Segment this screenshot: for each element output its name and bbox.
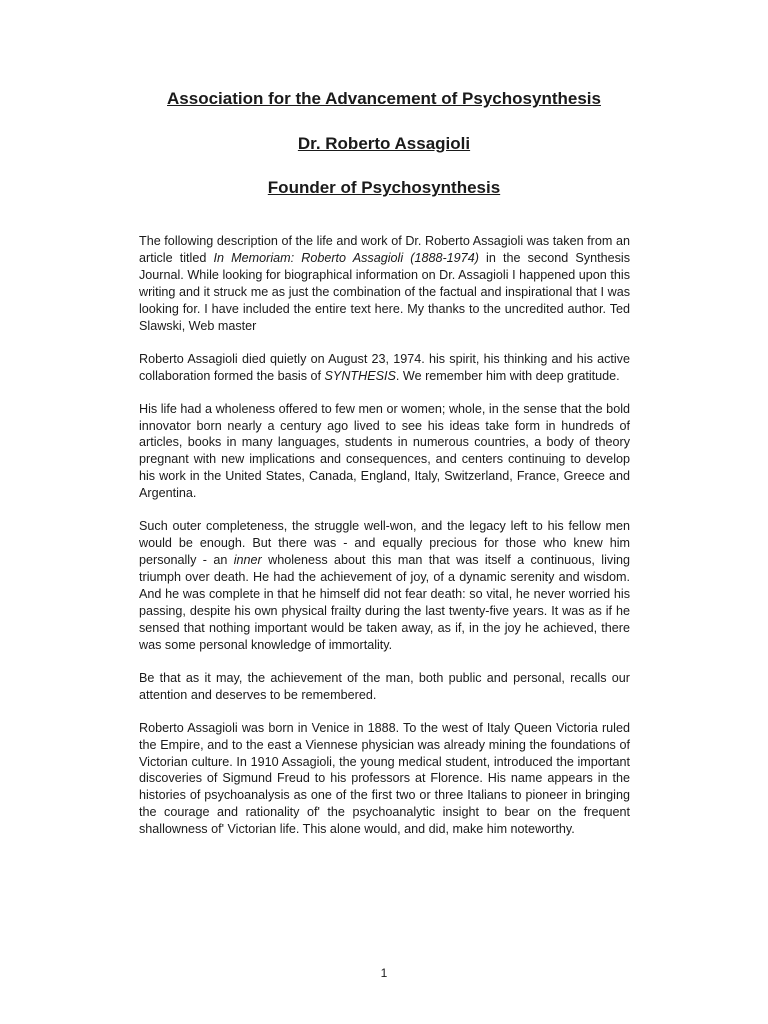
journal-name: SYNTHESIS <box>324 368 396 383</box>
paragraph-text: The following description of the life and work of Dr. Roberto Assagioli was taken from an article titled <box>139 234 630 265</box>
document-title: Association for the Advancement of Psychosynthesis <box>167 89 601 108</box>
paragraph-text: in the second Synthesis Journal. While looking for biographical information on Dr. Assagioli I happened upon this writing and it struck me as just the combination of the factual and inspirational that I was looking for. I have included the entire text here. My thanks to the uncredited author. Ted Slawski, Web master <box>139 250 630 333</box>
paragraph-completeness <box>139 518 630 653</box>
paragraph-intro <box>139 233 630 334</box>
article-title: In Memoriam: Roberto Assagioli (1888-1974) <box>213 250 479 265</box>
document-body <box>139 233 630 854</box>
emphasis: inner <box>233 553 262 568</box>
paragraph-biography: Roberto Assagioli was born in Venice in 1888. To the west of Italy Queen Victoria ruled the Empire, and to the east a Viennese physician was already mining the foundations of Victorian culture. In 1910 Assagioli, the young medical student, introduced the important discoveries of Sigmund Freud to his professors at Florence. His name appears in the histories of psychoanalysis as one of the first two or three Italians to pioneer in bringing the courage and rationality of' the psychoanalytic insight to bear on the frequent shallowness of' Victorian life. This alone would, and did, make him noteworthy. <box>139 720 630 837</box>
paragraph-text: . We remember him with deep gratitude. <box>395 368 620 383</box>
paragraph-text: wholeness about this man that was itself a continuous, living triumph over death. He had the achievement of joy, of a dynamic serenity and wisdom. And he was complete in that he himself did not fear death: so vital, he never worried his passing, despite his own physical frailty during the last twenty-five years. It was as if he sensed that nothing important would be taken away, as if, in the joy he achieved, there was some personal knowledge of immortality. <box>139 553 630 652</box>
document-subtitle: Dr. Roberto Assagioli <box>297 134 471 153</box>
paragraph-text: Such outer completeness, the struggle well-won, and the legacy left to his fellow men would be enough. But there was - and equally precious for those who knew him personally - an <box>139 519 630 568</box>
page-number: 1 <box>380 966 388 980</box>
paragraph-achievement: Be that as it may, the achievement of the man, both public and personal, recalls our attention and deserves to be remembered. <box>139 670 630 702</box>
document-subheading: Founder of Psychosynthesis <box>267 178 501 197</box>
paragraph-wholeness: His life had a wholeness offered to few men or women; whole, in the sense that the bold innovator born nearly a century ago lived to see his ideas take form in hundreds of articles, books in many languages, students in numerous countries, a body of theory pregnant with new implications and consequences, and centers continuing to develop his work in the United States, Canada, England, Italy, Switzerland, France, Greece and Argentina. <box>139 401 630 501</box>
paragraph-text: Roberto Assagioli died quietly on August 23, 1974. his spirit, his thinking and his active collaboration formed the basis of <box>139 351 630 383</box>
paragraph-death <box>139 351 630 385</box>
